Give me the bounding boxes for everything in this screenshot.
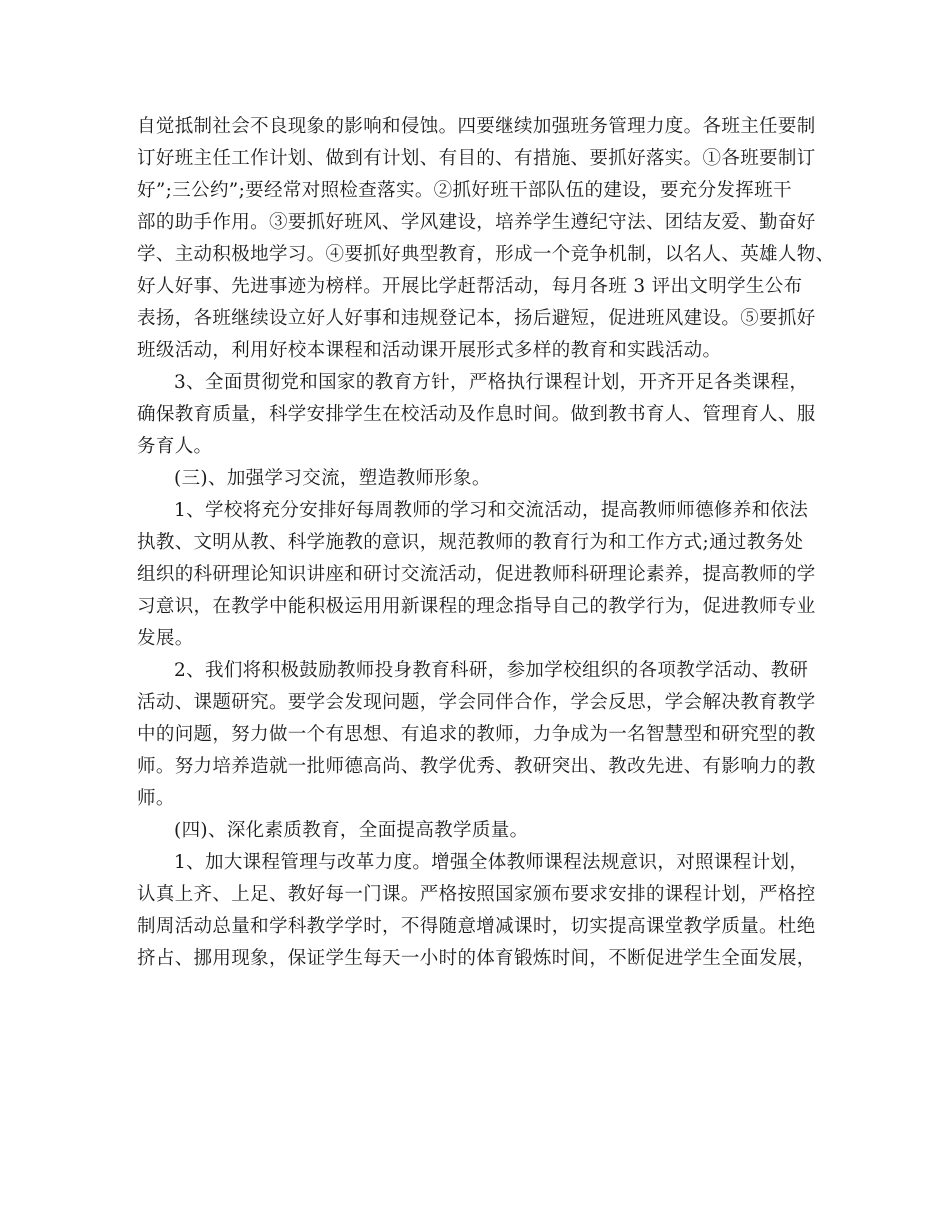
text-line: 订好班主任工作计划、做到有计划、有目的、有措施、要抓好落实。①各班要制订 [137, 148, 816, 169]
text-line: 认真上齐、上足、教好每一门课。严格按照国家颁布要求安排的课程计划，严格控 [137, 884, 816, 905]
text-line: 班级活动，利用好校本课程和活动课开展形式多样的教育和实践活动。 [137, 340, 722, 361]
text-line: 务育人。 [137, 436, 213, 457]
text-line: 2、我们将积极鼓励教师投身教育科研，参加学校组织的各项教学活动、教研 [174, 660, 809, 681]
text-line: 好人好事、先进事迹为榜样。开展比学赶帮活动，每月各班 3 评出文明学生公布 [137, 276, 803, 297]
text-line: (四)、深化素质教育，全面提高教学质量。 [174, 820, 529, 841]
text-line: 师。努力培养造就一批师德高尚、教学优秀、教研突出、教改先进、有影响力的教 [137, 756, 816, 777]
text-line: (三)、加强学习交流，塑造教师形象。 [174, 468, 491, 489]
text-line: 挤占、挪用现象，保证学生每天一小时的体育锻炼时间，不断促进学生全面发展， [137, 948, 816, 969]
text-line: 3、全面贯彻党和国家的教育方针，严格执行课程计划，开齐开足各类课程， [174, 372, 809, 393]
text-line: 中的问题，努力做一个有思想、有追求的教师，力争成为一名智慧型和研究型的教 [137, 724, 816, 745]
text-line: 自觉抵制社会不良现象的影响和侵蚀。四要继续加强班务管理力度。各班主任要制 [137, 116, 816, 137]
text-line: 执教、文明从教、科学施教的意识，规范教师的教育行为和工作方式;通过教务处 [137, 532, 804, 553]
text-line: 发展。 [137, 628, 194, 649]
document-body [137, 111, 835, 975]
text-line: 部的助手作用。③要抓好班风、学风建设，培养学生遵纪守法、团结友爱、勤奋好 [137, 212, 816, 233]
text-line: 表扬，各班继续设立好人好事和违规登记本，扬后避短，促进班风建设。⑤要抓好 [137, 308, 816, 329]
text-line: 学、主动积极地学习。④要抓好典型教育，形成一个竞争机制，以名人、英雄人物、 [137, 244, 835, 265]
text-line: 习意识，在教学中能积极运用用新课程的理念指导自己的教学行为，促进教师专业 [137, 596, 816, 617]
text-line: 1、学校将充分安排好每周教师的学习和交流活动，提高教师师德修养和依法 [174, 500, 809, 521]
text-line: 组织的科研理论知识讲座和研讨交流活动，促进教师科研理论素养，提高教师的学 [137, 564, 816, 585]
text-line: 活动、课题研究。要学会发现问题，学会同伴合作，学会反思，学会解决教育教学 [137, 692, 816, 713]
text-line: 1、加大课程管理与改革力度。增强全体教师课程法规意识，对照课程计划， [174, 852, 809, 873]
text-line: 师。 [137, 788, 175, 809]
text-line: 确保教育质量，科学安排学生在校活动及作息时间。做到教书育人、管理育人、服 [137, 404, 816, 425]
text-line: 好”;三公约”;要经常对照检查落实。②抓好班干部队伍的建设，要充分发挥班干 [137, 180, 792, 201]
text-line: 制周活动总量和学科教学学时，不得随意增减课时，切实提高课堂教学质量。杜绝 [137, 916, 816, 937]
